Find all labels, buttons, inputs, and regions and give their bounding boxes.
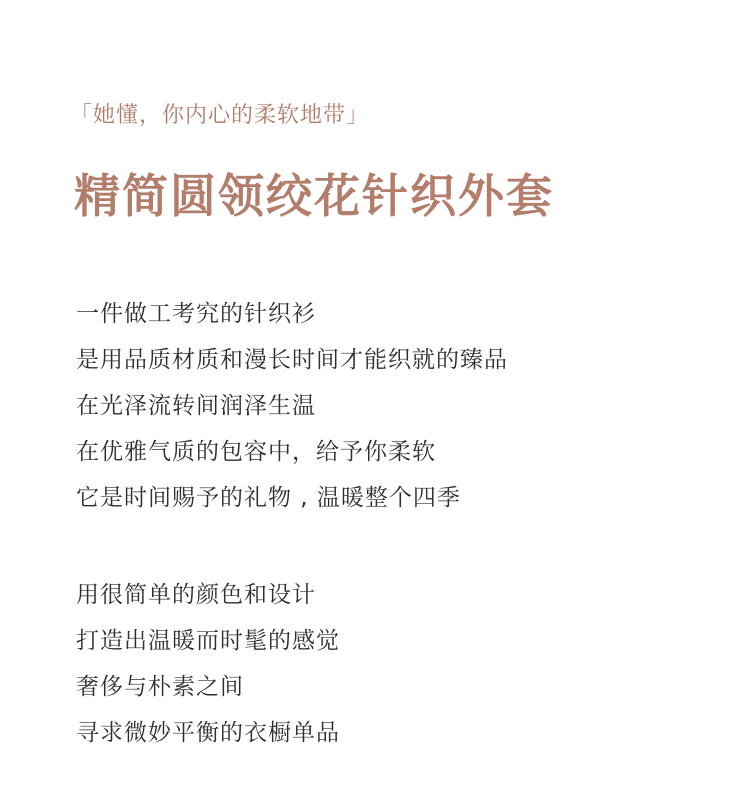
description-line: 在优雅气质的包容中，给予你柔软: [76, 439, 436, 465]
product-title: 精简圆领绞花针织外套: [74, 169, 554, 223]
description-line: 打造出温暖而时髦的感觉: [76, 628, 340, 654]
description-line: 是用品质材质和漫长时间才能织就的臻品: [76, 347, 508, 373]
description-paragraph-1: [76, 291, 508, 521]
description-paragraph-2: [76, 572, 340, 756]
description-line: 寻求微妙平衡的衣橱单品: [76, 720, 340, 746]
tagline: 「她懂，你内心的柔软地带」: [70, 103, 370, 128]
description-line: 奢侈与朴素之间: [76, 674, 244, 700]
description-line: 用很简单的颜色和设计: [76, 582, 316, 608]
description-line: 一件做工考究的针织衫: [76, 301, 316, 327]
description-line: 在光泽流转间润泽生温: [76, 393, 316, 419]
description-line: 它是时间赐予的礼物 , 温暖整个四季: [76, 485, 461, 511]
